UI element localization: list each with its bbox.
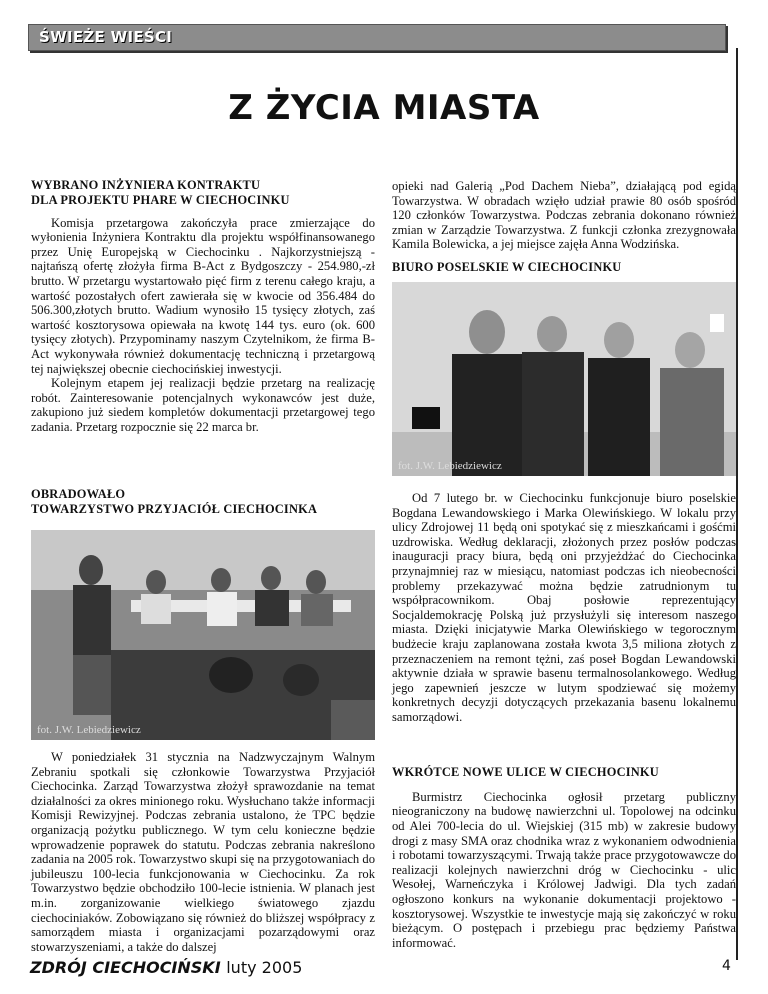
- article-2-heading: OBRADOWAŁO TOWARZYSTWO PRZYJACIÓŁ CIECHOCINKA: [31, 487, 318, 516]
- article-2-continued: [392, 179, 736, 275]
- article-3-paragraph-1: Od 7 lutego br. w Ciechocinku funkcjonuje biuro poselskie Bogdana Lewandowskiego i Marka Olewińskiego. W lokalu przy ulicy Zdrojowej 11 będą oni spotykać się z mieszkańcami i gośćmi uzdrowiska. Według deklaracji, złożonych przez posłów podczas inauguracji pracy biura, będą oni przyjeżdżać do Ciechocinka przynajmniej raz w miesiącu, natomiast podczas ich nieobecności problemy przekazywać można będzie zatrudnionym tu współpracownikom. Obaj posłowie reprezentujący Socjaldemokrację Polską już przysłużyli się interesom naszego miasta. Dzięki inicjatywie Marka Olewińskiego w tegorocznym budżecie kraju zaplanowana została kwota 3,5 miliona złotych z przeznaczeniem na remont tężni, zaś poseł Bogdan Lewandowski aktywnie działa w sprawie basenu termalnosolankowego. Według jego zapewnień jeszcze w lutym spodziewać się możemy konkretnych decyzji dotyczących przekazania basenu lokalnemu samorządowi.: [392, 491, 736, 724]
- office-photo-image: [392, 282, 736, 476]
- office-photo-caption: fot. J.W. Lebiedziewicz: [398, 460, 502, 472]
- article-3-heading: BIURO POSELSKIE W CIECHOCINKU: [392, 259, 622, 274]
- article-2-paragraph-1: W poniedziałek 31 stycznia na Nadzwyczajnym Walnym Zebraniu spotkali się członkowie Towarzystwa Przyjaciół Ciechocinka. Zarząd Towarzystwa złożył sprawozdanie na temat działalności za okres minionego roku. Wysłuchano także informacji Komisji Rewizyjnej. Podczas zebrania ustalono, że TPC będzie organizacją pożytku publicznego. W tym celu konieczne będzie wprowadzenie poprawek do statutu. Podczas zebrania nakreślono zadania na 2005 rok. Towarzystwo skupi się na przygotowaniach do jubileuszu 100-lecia funkcjonowania w Ciechocinku. Za rok Towarzystwo będzie obchodziło 100-lecie istnienia. W planach jest m.in. zorganizowanie wielkiego światowego zjazdu ciechociniaków. Zobowiązano się również do bliższej współpracy z samorządem miasta i organizacjami pozarządowymi oraz stowarzyszeniami, a także do dalszej: [31, 750, 375, 954]
- page-title: Z ŻYCIA MIASTA: [228, 88, 540, 128]
- publication-name: ZDRÓJ CIECHOCIŃSKI: [30, 958, 221, 977]
- article-4: [392, 765, 736, 950]
- article-1-paragraph-2: Kolejnym etapem jej realizacji będzie przetarg na realizację robót. Zainteresowanie potencjalnych wykonawców jest duże, zakupiono już siedem kompletów dokumentacji przetargowej tego zadania. Przetarg rozpocznie się 22 marca br.: [31, 376, 375, 434]
- article-2-heading-block: [31, 487, 375, 517]
- article-3: [392, 491, 736, 725]
- footer-publication: [30, 958, 302, 977]
- article-1-heading: WYBRANO INŻYNIERA KONTRAKTU DLA PROJEKTU PHARE W CIECHOCINKU: [31, 178, 290, 207]
- meeting-photo-caption: fot. J.W. Lebiedziewicz: [37, 724, 141, 736]
- article-4-heading: WKRÓTCE NOWE ULICE W CIECHOCINKU: [392, 765, 659, 779]
- right-rule: [736, 48, 738, 960]
- section-banner: [28, 24, 726, 51]
- meeting-photo: [31, 530, 375, 740]
- article-4-paragraph-1: Burmistrz Ciechocinka ogłosił przetarg publiczny nieograniczony na budowę nawierzchni ul. Topolowej na odcinku od Alei 700-lecia do ul. Wiejskiej (315 mb) w zakresie budowy drogi z masy SMA oraz chodnika wraz z wykonaniem odwodnienia i robotami towarzyszącymi. Trwają także prace przygotowawcze do realizacji kolejnych nawierzchni dróg w Ciechocinku - ulic Wesołej, Warneńczyka i Królowej Jadwigi. Dla tych zadań ogłoszono konkurs na wykonanie dokumentacji projektowo - kosztorysowej. Wszystkie te inwestycje mają się zakończyć w roku bieżącym. O postępach i przebiegu prac będziemy Państwa informować.: [392, 789, 736, 950]
- article-1: [31, 178, 375, 435]
- article-2-paragraph-1-continued: opieki nad Galerią „Pod Dachem Nieba”, działającą pod egidą Towarzystwa. W obradach wzięło udział prawie 80 osób spośród 120 członków Towarzystwa. Podczas zebrania dokonano również zmian w Zarządzie Towarzystwa. Z funkcji członka zrezygnowała Kamila Bolewicka, a jej miejsce zajęła Anna Wodzińska.: [392, 179, 736, 252]
- article-1-paragraph-1: Komisja przetargowa zakończyła prace zmierzające do wyłonienia Inżyniera Kontraktu dla projektu współfinansowanego przez Unię Europejską w Ciechocinku . Najkorzystniejszą - najtańszą ofertę złożyła firma B-Act z Bydgoszczy - 254.980,-zł brutto. W przetargu wystartowało pięć firm z terenu całego kraju, a wartość pozostałych ofert zawierała się w kwocie od 356.484 do 506.300,złotych brutto. Wadium wynosiło 15 tysięcy złotych, zaś wartość kosztorysowa opiewała na kwotę 144 tys. euro (ok. 600 tysięcy złotych). Przypominamy naszym Czytelnikom, że firma B-Act wykonywała również dokumentację techniczną i przetargową tej największej obecnie ciechocińskiej inwestycji.: [31, 215, 375, 376]
- section-label: ŚWIEŻE WIEŚCI: [39, 28, 173, 46]
- issue-date: luty 2005: [226, 958, 303, 977]
- office-photo: [392, 282, 736, 476]
- article-2: [31, 750, 375, 954]
- page-number: 4: [722, 958, 731, 974]
- meeting-photo-image: [31, 530, 375, 740]
